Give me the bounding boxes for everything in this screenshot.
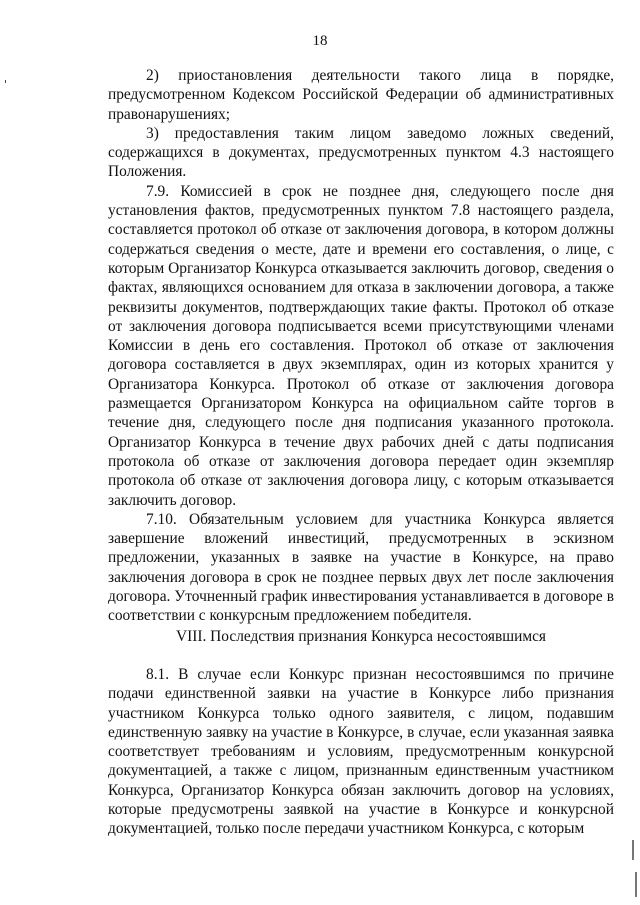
paragraph-item-2: 2) приостановления деятельности такого лица в порядке, предусмотренном Кодексом Российской Федерации об административных правонарушениях; [108,67,614,123]
section-heading: VIII. Последствия признания Конкурса несостоявшимся [175,628,547,645]
body-text-lower [108,665,614,839]
scan-edge-mark [632,840,634,860]
paragraph-7-9: 7.9. Комиссией в срок не позднее дня, следующего после дня установления фактов, предусмотренных пунктом 7.8 настоящего раздела, составляется протокол об отказе от заключения договора, в котором должны содержаться сведения о месте, дате и времени его составления, о лице, с которым Организатор Конкурса отказывается заключить договор, сведения о фактах, являющихся основанием для отказа в заключении договора, а также реквизиты документов, подтверждающих такие факты. Протокол об отказе от заключения договора подписывается всеми присутствующими членами Комиссии в день его составления. Протокол об отказе от заключения договора составляется в двух экземплярах, один из которых хранится у Организатора Конкурса. Протокол об отказе от заключения договора размещается Организатором Конкурса на официальном сайте торгов в течение дня, следующего после дня подписания указанного протокола. Организатор Конкурса в течение двух рабочих дней с даты подписания протокола об отказе от заключения договора передает один экземпляр протокола об отказе от заключения договора лицу, с которым отказывается заключить договор. [108,182,614,509]
page-number: 18 [312,33,328,49]
scan-edge-mark [635,872,637,897]
paragraph-7-10: 7.10. Обязательным условием для участника Конкурса является завершение вложений инвестиций, предусмотренных в эскизном предложении, указанных в заявке на участие в Конкурсе, на право заключения договора в срок не позднее первых двух лет после заключения договора. Уточненный график инвестирования устанавливается в договоре в соответствии с конкурсным предложением победителя. [108,510,614,625]
scan-edge-mark [5,80,6,83]
paragraph-item-3: 3) предоставления таким лицом заведомо ложных сведений, содержащихся в документах, предусмотренных пунктом 4.3 настоящего Положения. [108,124,614,181]
paragraph-8-1: 8.1. В случае если Конкурс признан несостоявшимся по причине подачи единственной заявки на участие в Конкурсе либо признания участником Конкурса только одного заявителя, с лицом, подавшим единственную заявку на участие в Конкурсе, в случае, если указанная заявка соответствует требованиям и условиям, предусмотренным конкурсной документацией, а также с лицом, признанным единственным участником Конкурса, Организатор Конкурса обязан заключить договор на условиях, которые предусмотрены заявкой на участие в Конкурсе и конкурсной документацией, только после передачи участником Конкурса, с которым [108,666,614,838]
body-text-upper [108,66,614,626]
